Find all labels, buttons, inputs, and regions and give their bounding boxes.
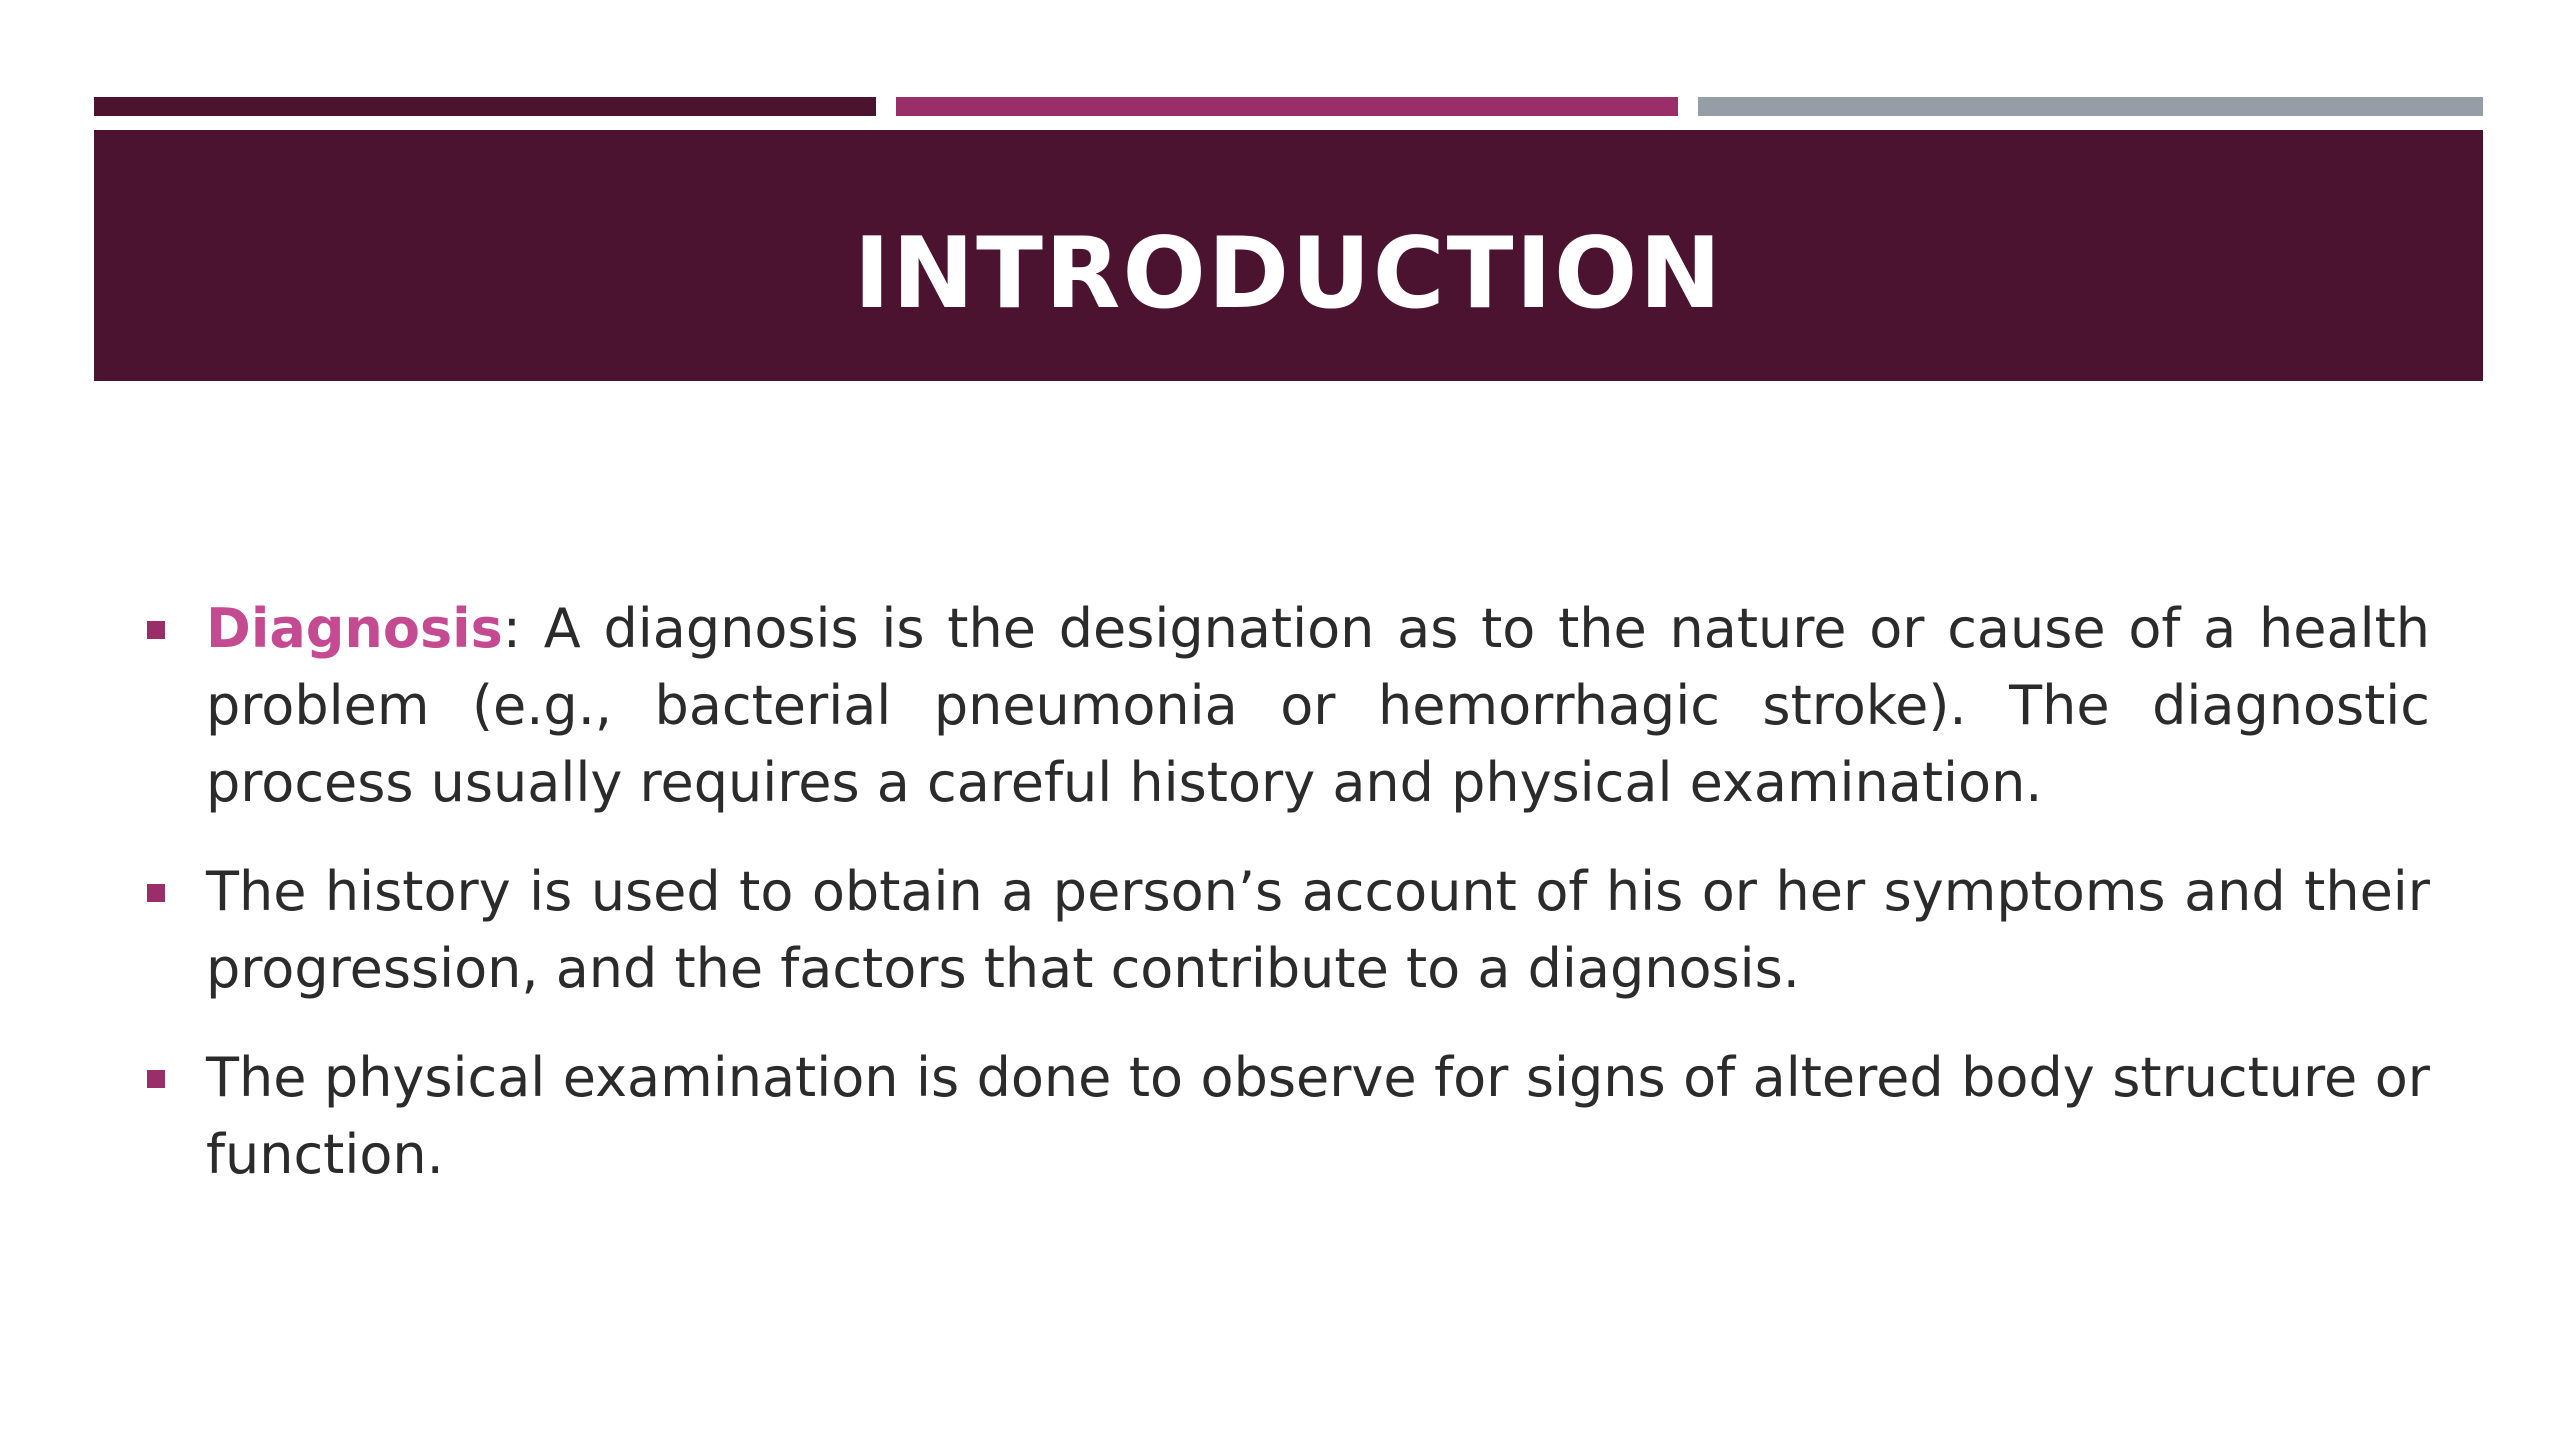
- bullet-item-history: [140, 853, 2430, 1007]
- bullet-term: Diagnosis: [206, 597, 503, 660]
- square-bullet-icon: [147, 1070, 165, 1088]
- top-bar-dark: [94, 97, 876, 116]
- square-bullet-icon: [147, 621, 165, 639]
- top-bar-gray: [1698, 97, 2483, 116]
- slide-title: INTRODUCTION: [853, 216, 1724, 331]
- title-band: [94, 130, 2483, 381]
- square-bullet-icon: [147, 884, 165, 902]
- slide-content: [140, 590, 2430, 1225]
- bullet-text: The physical examination is done to observe for signs of altered body structure or function.: [206, 1046, 2430, 1186]
- bullet-text: The history is used to obtain a person’s account of his or her symptoms and their progression, and the factors that contribute to a diagnosis.: [206, 860, 2430, 1000]
- top-bar-magenta: [896, 97, 1678, 116]
- bullet-list: [140, 590, 2430, 1193]
- bullet-item-diagnosis: [140, 590, 2430, 821]
- decorative-top-bars: [94, 97, 2483, 116]
- bullet-text: : A diagnosis is the designation as to the nature or cause of a health problem (e.g., bacterial pneumonia or hemorrhagic stroke). The diagnostic process usually requires a careful history and physical examination.: [206, 597, 2430, 814]
- bullet-item-physical-exam: [140, 1039, 2430, 1193]
